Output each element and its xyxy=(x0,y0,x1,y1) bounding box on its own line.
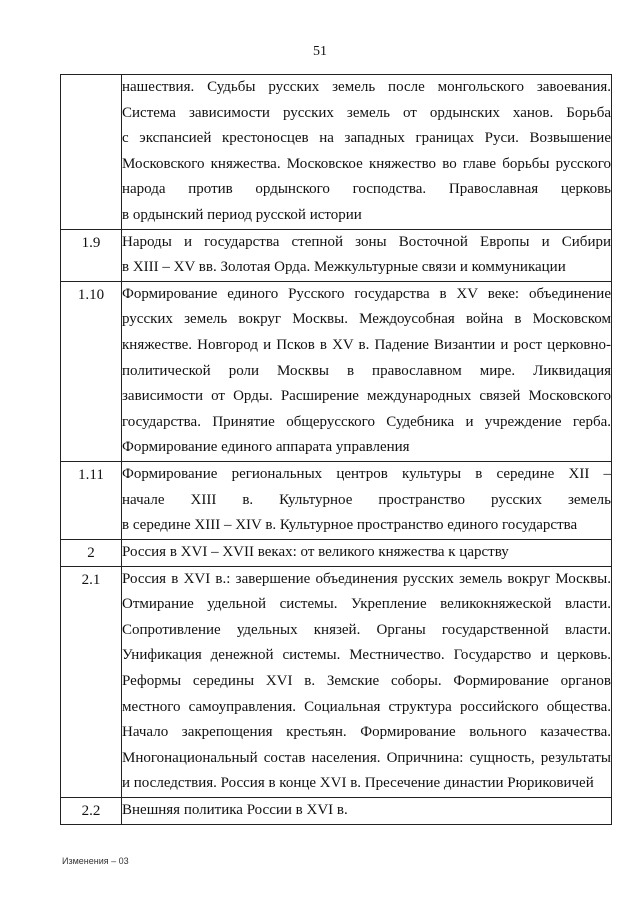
section-number xyxy=(61,75,122,230)
text-line: Формирование региональных центров культуры в середине XII – xyxy=(122,465,611,482)
text-line: в XIII – XV вв. Золотая Орда. Межкультурные связи и коммуникации xyxy=(122,259,566,276)
section-number: 1.10 xyxy=(61,281,122,461)
table-row xyxy=(61,281,612,461)
text-line: Россия в XVI – XVII веках: от великого княжества к царству xyxy=(122,543,509,560)
text-line: русских земель вокруг Москвы. Междоусобная война в Московском xyxy=(122,311,611,328)
text-line: местного самоуправления. Социальная структура российского общества. xyxy=(122,698,611,715)
text-line: Внешняя политика России в XVI в. xyxy=(122,802,348,819)
text-line: начале XIII в. Культурное пространство русских земель xyxy=(122,491,611,508)
section-number: 2.1 xyxy=(61,566,122,797)
text-line: Реформы середины XVI в. Земские соборы. Формирование органов xyxy=(122,673,611,690)
text-line: нашествия. Судьбы русских земель после монгольского завоевания. xyxy=(122,79,611,95)
text-line: Формирование единого Русского государства в XV веке: объединение xyxy=(122,285,611,302)
text-line: Формирование единого аппарата управления xyxy=(122,439,410,456)
table-row xyxy=(61,566,612,797)
text-line: зависимости от Орды. Расширение международных связей Московского xyxy=(122,388,611,405)
table-row xyxy=(61,75,612,230)
text-line: Отмирание удельной системы. Укрепление великокняжеской власти. xyxy=(122,596,611,613)
text-line: Сопротивление удельных князей. Органы государственной власти. xyxy=(122,621,611,638)
text-line: государства. Принятие общерусского Судебника и учреждение герба. xyxy=(122,413,611,430)
text-line: в ордынский период русской истории xyxy=(122,206,362,223)
section-description xyxy=(122,229,612,281)
table-row xyxy=(61,798,612,825)
text-line: Московского княжества. Московское княжество во главе борьбы русского xyxy=(122,155,611,172)
section-number: 1.9 xyxy=(61,229,122,281)
table-row xyxy=(61,539,612,566)
section-description xyxy=(122,461,612,539)
text-line: и последствия. Россия в конце XVI в. Пресечение династии Рюриковичей xyxy=(122,775,594,792)
section-description xyxy=(122,798,612,825)
section-description xyxy=(122,566,612,797)
section-description xyxy=(122,539,612,566)
text-line: княжестве. Новгород и Псков в XV в. Падение Византии и рост церковно- xyxy=(122,336,611,353)
section-description xyxy=(122,75,612,230)
table-row xyxy=(61,229,612,281)
curriculum-table xyxy=(60,74,612,825)
footer-revision: Изменения – 03 xyxy=(62,856,129,866)
section-number: 2.2 xyxy=(61,798,122,825)
section-description xyxy=(122,281,612,461)
text-line: Унификация денежной системы. Местничество. Государство и церковь. xyxy=(122,647,611,664)
text-line: с экспансией крестоносцев на западных границах Руси. Возвышение xyxy=(122,130,611,147)
text-line: Начало закрепощения крестьян. Формирование вольного казачества. xyxy=(122,724,611,741)
section-number: 2 xyxy=(61,539,122,566)
text-line: в середине XIII – XIV в. Культурное пространство единого государства xyxy=(122,517,578,534)
text-line: Россия в XVI в.: завершение объединения русских земель вокруг Москвы. xyxy=(122,570,611,587)
page-number: 51 xyxy=(313,44,327,59)
table-row xyxy=(61,461,612,539)
text-line: народа против ордынского господства. Православная церковь xyxy=(122,181,611,198)
text-line: Система зависимости русских земель от ордынских ханов. Борьба xyxy=(122,104,611,121)
text-line: Народы и государства степной зоны Восточной Европы и Сибири xyxy=(122,233,611,250)
text-line: политической роли Москвы в православном мире. Ликвидация xyxy=(122,362,611,379)
text-line: Многонациональный состав населения. Опричнина: сущность, результаты xyxy=(122,749,611,766)
section-number: 1.11 xyxy=(61,461,122,539)
